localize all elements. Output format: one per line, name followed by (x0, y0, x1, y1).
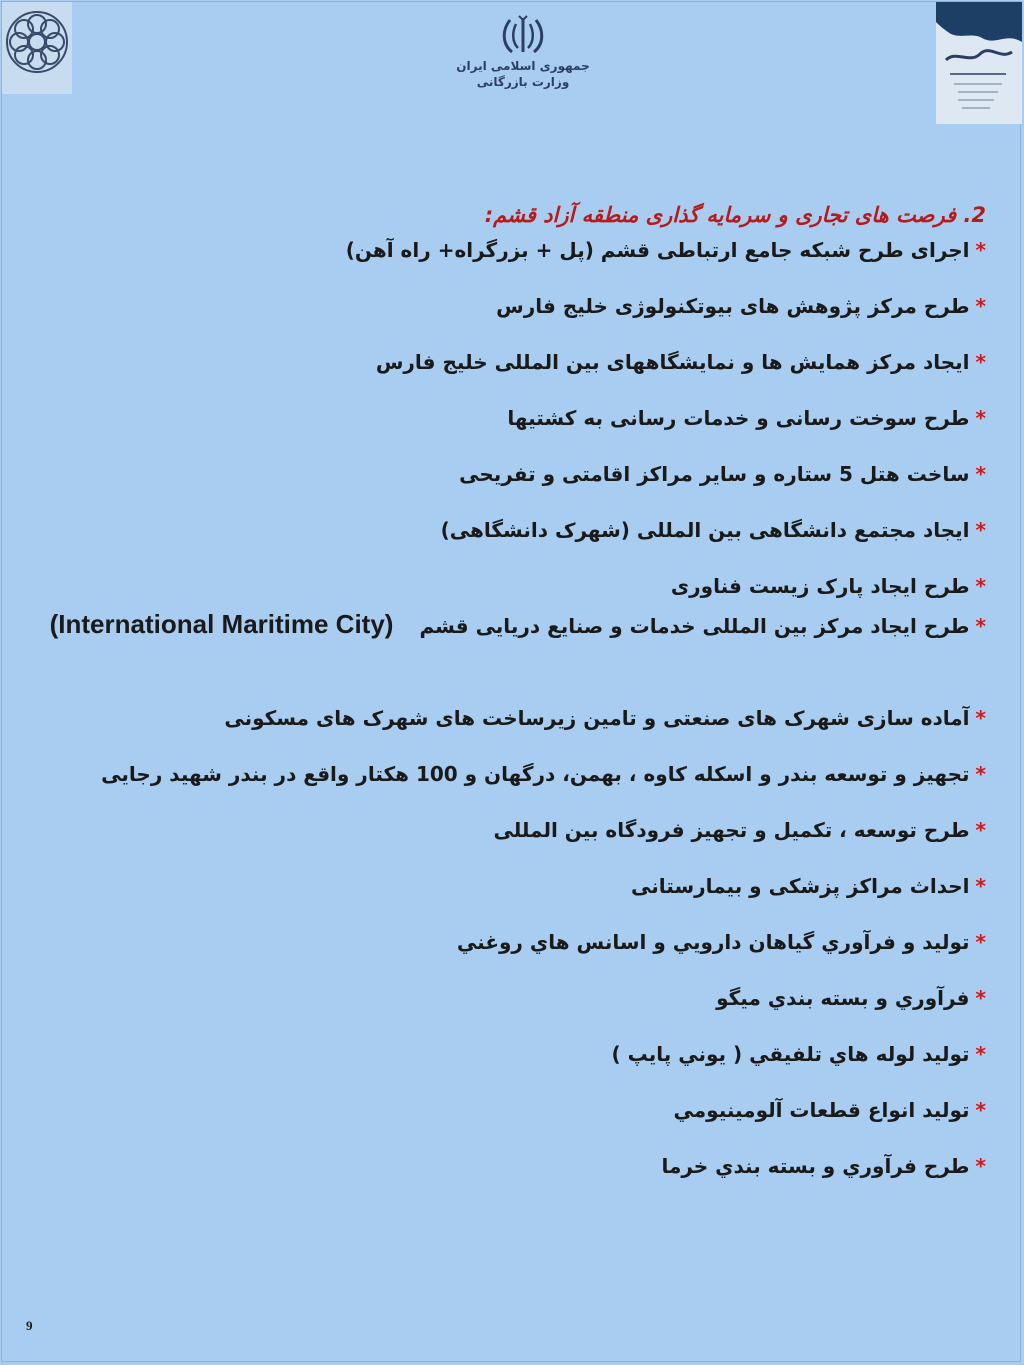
content (40, 194, 986, 1208)
list-item-text: طرح مرکز پژوهش های بیوتکنولوژی خلیج فارس (496, 294, 970, 318)
bullet-asterisk: * (975, 406, 986, 430)
bullet-asterisk: * (975, 518, 986, 542)
list-item (40, 404, 986, 460)
list-item-text: ساخت هتل 5 ستاره و سایر مراکز اقامتی و تفریحی (459, 462, 970, 486)
bullet-asterisk: * (975, 818, 986, 842)
list-item (40, 460, 986, 516)
bullet-asterisk: * (975, 1098, 986, 1122)
bullet-asterisk: * (975, 986, 986, 1010)
ministry-line-1: جمهوری اسلامی ایران (456, 59, 590, 73)
list-item-text: طرح سوخت رسانی و خدمات رسانی به کشتیها (507, 406, 970, 430)
list-item (40, 816, 986, 872)
page-number: 9 (26, 1318, 33, 1333)
bullet-asterisk: * (975, 762, 986, 786)
list-item (40, 1040, 986, 1096)
bullet-asterisk: * (975, 930, 986, 954)
list-item-text: آماده سازی شهرک های صنعتی و تامین زیرساخت های شهرک های مسکونی (224, 706, 970, 730)
list-item-english-text: (International Maritime City) (49, 609, 394, 639)
list-item-maritime-city (40, 610, 986, 704)
iran-emblem-icon (498, 14, 548, 58)
list-item-text: طرح ایجاد پارک زیست فناوری (670, 574, 970, 598)
list-item (40, 760, 986, 816)
list-item-text: طرح ایجاد مرکز بین المللی خدمات و صنایع دریایی قشم (419, 614, 970, 638)
header (0, 0, 1024, 150)
list-item (40, 348, 986, 404)
bullet-asterisk: * (975, 238, 986, 262)
list-item (40, 1152, 986, 1208)
bullet-asterisk: * (975, 574, 986, 598)
list-item (40, 236, 986, 292)
list-item (40, 704, 986, 760)
list-item (40, 572, 986, 610)
list-item-text: توليد انواع قطعات آلومينيومي (673, 1098, 970, 1122)
list-item-text: طرح فرآوري و بسته بندي خرما (661, 1154, 970, 1178)
list-item-text: توليد لوله هاي تلفيقي ( يوني پايپ ) (611, 1042, 970, 1066)
national-plan-logo (936, 2, 1022, 124)
list-item-text: توليد و فرآوري گياهان دارويي و اسانس هاي روغني (456, 930, 970, 954)
list-item (40, 292, 986, 348)
section-heading: 2. فرصت های تجاری و سرمایه گذاری منطقه آزاد قشم: (484, 203, 986, 227)
bullet-asterisk: * (975, 874, 986, 898)
list-item-text: فرآوري و بسته بندي ميگو (716, 986, 970, 1010)
list-item-text: طرح توسعه ، تکمیل و تجهیز فرودگاه بین المللی (493, 818, 970, 842)
bullet-asterisk: * (975, 462, 986, 486)
organization-rosette-logo (2, 2, 72, 94)
ministry-line-2: وزارت بازرگانی (476, 75, 570, 89)
list-item (40, 516, 986, 572)
list-item-text: اجرای طرح شبکه جامع ارتباطی قشم (پل + بزرگراه+ راه آهن) (345, 238, 970, 262)
list-item-text: ایجاد مجتمع دانشگاهی بین المللی (شهرک دانشگاهی) (440, 518, 970, 542)
list-item-text: احداث مراکز پزشکی و بیمارستانی (631, 874, 970, 898)
list-item-text: تجهیز و توسعه بندر و اسکله کاوه ، بهمن، درگهان و 100 هکتار واقع در بندر شهید رجایی (101, 762, 970, 786)
list-item (40, 872, 986, 928)
ministry-logo (448, 14, 598, 104)
bullet-asterisk: * (975, 350, 986, 374)
bullet-asterisk: * (975, 614, 986, 638)
bullet-asterisk: * (975, 1154, 986, 1178)
bullet-asterisk: * (975, 294, 986, 318)
list-item (40, 928, 986, 984)
bullet-asterisk: * (975, 706, 986, 730)
bullet-asterisk: * (975, 1042, 986, 1066)
list-item (40, 1096, 986, 1152)
list-item-text: ایجاد مرکز همایش ها و نمایشگاههای بین المللی خلیج فارس (375, 350, 970, 374)
list-item (40, 984, 986, 1040)
